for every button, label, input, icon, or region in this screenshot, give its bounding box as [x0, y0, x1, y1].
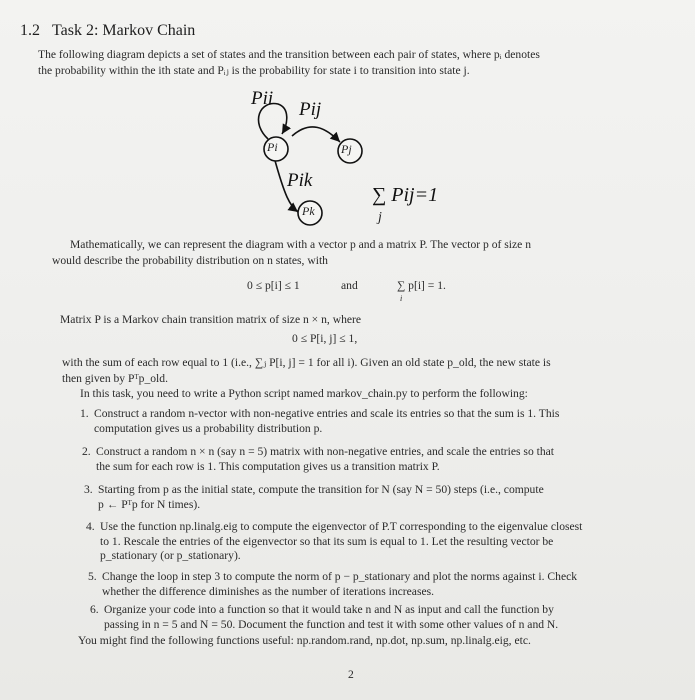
eq1-right-index: i — [400, 294, 403, 303]
para3-line-2: then given by Pᵀp_old. — [62, 372, 168, 385]
intro-line-2: the probability within the ith state and Pᵢⱼ is the probability for state i to transition into state j. — [38, 64, 470, 77]
step-3 — [84, 483, 544, 512]
eq1-and: and — [341, 279, 358, 292]
step-5-line-1: Change the loop in step 3 to compute the norm of p − p_stationary and plot the norms against i. Check — [102, 570, 578, 583]
step-1-line-2: computation gives us a probability distribution p. — [94, 421, 323, 435]
section-number: 1.2 — [20, 22, 40, 39]
sum-equation: ∑ Pij=1 — [372, 184, 439, 206]
step-6-line-2: passing in n = 5 and N = 50. Document the function and test it with some other values of n and N. — [104, 617, 559, 631]
step-4 — [86, 520, 582, 564]
step-1-line-1: Construct a random n-vector with non-negative entries and scale its entries so that the sum is 1. This — [94, 407, 560, 420]
step-4-line-3: p_stationary (or p_stationary). — [100, 549, 241, 563]
sum-index: j — [378, 210, 382, 225]
step-3-number: 3. — [84, 483, 93, 496]
footer-functions-line: You might find the following functions useful: np.random.rand, np.dot, np.sum, np.linalg.eig, etc. — [78, 634, 531, 647]
para1-line-1: Mathematically, we can represent the diagram with a vector p and a matrix P. The vector p of size n — [70, 238, 532, 251]
node-pk-label: Pk — [302, 204, 315, 218]
step-5 — [88, 570, 577, 599]
step-1-number: 1. — [80, 407, 89, 420]
step-1 — [80, 407, 559, 436]
para2: Matrix P is a Markov chain transition matrix of size n × n, where — [60, 313, 362, 326]
node-pj-label: Pj — [341, 142, 352, 156]
label-pik: Pik — [287, 170, 313, 191]
para3-line-1: with the sum of each row equal to 1 (i.e., ∑ⱼ P[i, j] = 1 for all i). Given an old state p_old, the new state is — [62, 356, 551, 369]
section-title: Task 2: Markov Chain — [52, 22, 196, 39]
step-3-line-1: Starting from p as the initial state, compute the transition for N (say N = 50) steps (i.e., compute — [98, 483, 544, 496]
eq1-right: ∑ p[i] = 1. — [397, 279, 446, 292]
step-5-line-2: whether the difference diminishes as the number of iterations increases. — [102, 584, 435, 598]
label-pij: Pij — [299, 99, 322, 120]
label-pii: Pii — [251, 88, 274, 109]
intro-line-1: The following diagram depicts a set of states and the transition between each pair of states, where pᵢ denotes — [38, 48, 540, 61]
step-2 — [82, 445, 554, 474]
step-6 — [90, 603, 558, 632]
step-4-line-2: to 1. Rescale the entries of the eigenvector so that its sum is equal to 1. Let the resulting vector be — [100, 534, 554, 548]
para1-line-2: would describe the probability distribution on n states, with — [52, 254, 328, 267]
eq2: 0 ≤ P[i, j] ≤ 1, — [292, 332, 358, 345]
step-4-number: 4. — [86, 520, 95, 533]
step-2-number: 2. — [82, 445, 91, 458]
section-heading — [20, 22, 195, 40]
node-pi-label: Pi — [267, 140, 278, 154]
pi-to-pj-arrow — [292, 127, 340, 142]
step-6-number: 6. — [90, 603, 99, 616]
step-3-line-2: p ← Pᵀp for N times). — [98, 497, 201, 511]
eq1-left: 0 ≤ p[i] ≤ 1 — [247, 279, 300, 292]
step-2-line-1: Construct a random n × n (say n = 5) matrix with non-negative entries, and scale the entries so that — [96, 445, 555, 458]
step-2-line-2: the sum for each row is 1. This computation gives us a transition matrix P. — [96, 459, 440, 473]
page-number: 2 — [348, 668, 354, 681]
step-6-line-1: Organize your code into a function so that it would take n and N as input and call the function by — [104, 603, 554, 616]
step-4-line-1: Use the function np.linalg.eig to compute the eigenvector of P.T corresponding to the eigenvalue closest — [100, 520, 583, 533]
task-intro: In this task, you need to write a Python script named markov_chain.py to perform the following: — [80, 387, 528, 400]
step-5-number: 5. — [88, 570, 97, 583]
